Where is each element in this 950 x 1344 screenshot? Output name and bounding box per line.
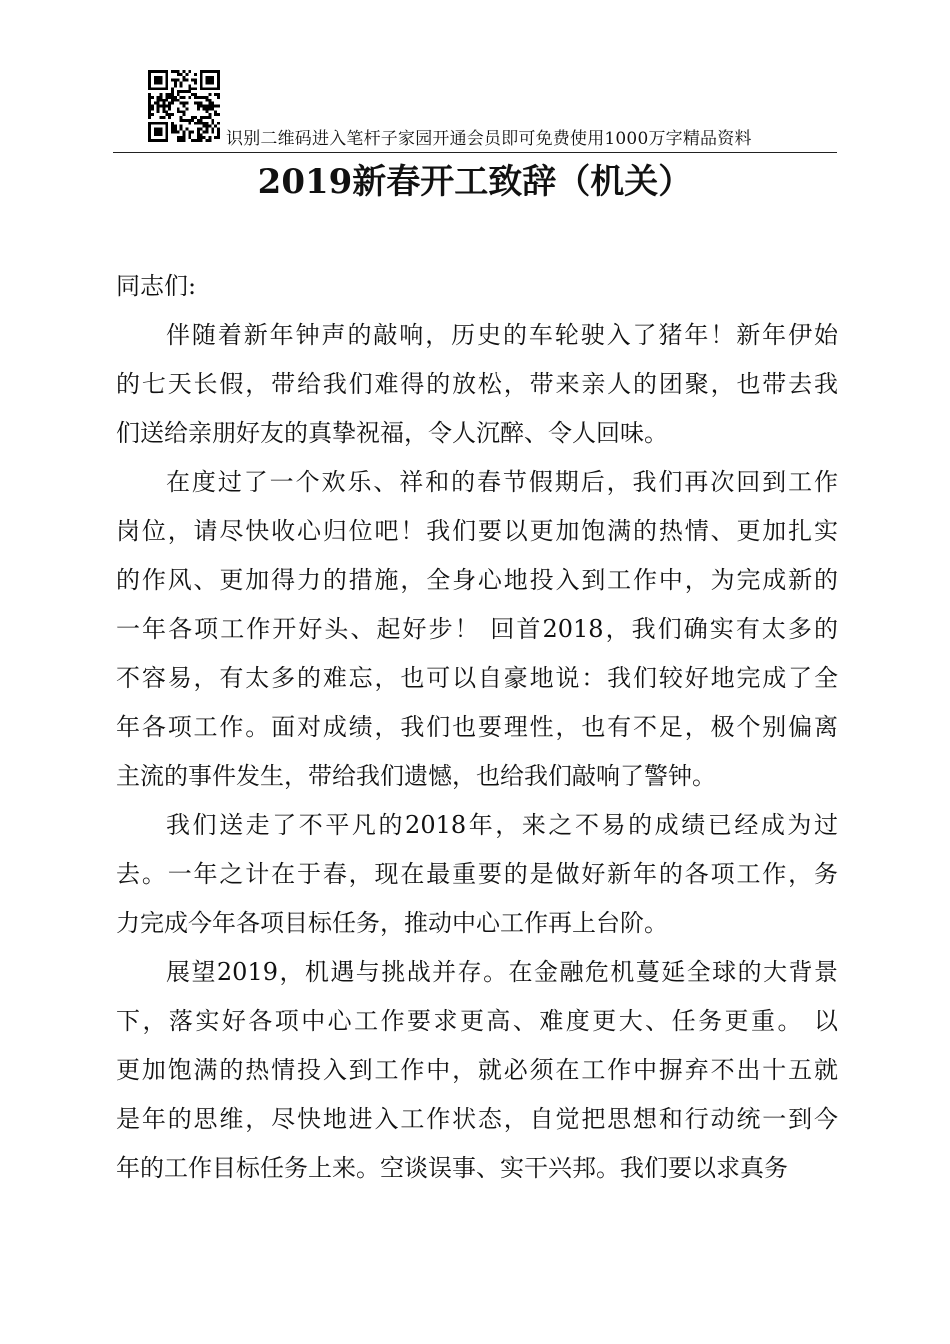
paragraph-line: 我们送走了不平凡的2018年，来之不易的成绩已经成为过	[166, 811, 838, 839]
paragraph-line: 岗位，请尽快收心归位吧！我们要以更加饱满的热情、更加扎实	[116, 517, 838, 545]
header-divider	[113, 152, 837, 153]
header-promo-note: 识别二维码进入笔杆子家园开通会员即可免费使用1000万字精品资料	[226, 129, 752, 149]
paragraph	[116, 311, 838, 458]
document-body	[116, 262, 838, 1193]
paragraph-line: 力完成今年各项目标任务，推动中心工作再上台阶。	[116, 909, 668, 937]
paragraph	[116, 801, 838, 948]
paragraph-line: 去。一年之计在于春，现在最重要的是做好新年的各项工作，务	[116, 860, 838, 888]
paragraph-line: 下，落实好各项中心工作要求更高、难度更大、任务更重。 以	[116, 1007, 838, 1035]
paragraph-line: 不容易，有太多的难忘，也可以自豪地说：我们较好地完成了全	[116, 664, 838, 692]
paragraph-line: 在度过了一个欢乐、祥和的春节假期后，我们再次回到工作	[166, 468, 838, 496]
paragraph-line: 伴随着新年钟声的敲响，历史的车轮驶入了猪年！新年伊始	[166, 321, 838, 349]
paragraph-line: 一年各项工作开好头、起好步！ 回首2018，我们确实有太多的	[116, 615, 838, 643]
paragraph-list	[116, 311, 838, 1193]
paragraph-line: 年各项工作。面对成绩，我们也要理性，也有不足，极个别偏离	[116, 713, 838, 741]
paragraph	[116, 948, 838, 1193]
paragraph-line: 的七天长假，带给我们难得的放松，带来亲人的团聚，也带去我	[116, 370, 838, 398]
paragraph-line: 是年的思维，尽快地进入工作状态，自觉把思想和行动统一到今	[116, 1105, 838, 1133]
paragraph-line: 的作风、更加得力的措施，全身心地投入到工作中，为完成新的	[116, 566, 838, 594]
paragraph	[116, 458, 838, 801]
paragraph-line: 展望2019，机遇与挑战并存。在金融危机蔓延全球的大背景	[166, 958, 838, 986]
document-title: 2019新春开工致辞（机关）	[257, 162, 693, 202]
salutation: 同志们:	[116, 272, 197, 300]
paragraph-line: 更加饱满的热情投入到工作中，就必须在工作中摒弃不出十五就	[116, 1056, 838, 1084]
paragraph-line: 们送给亲朋好友的真挚祝福，令人沉醉、令人回味。	[116, 419, 668, 447]
paragraph-line: 年的工作目标任务上来。空谈误事、实干兴邦。我们要以求真务	[116, 1154, 788, 1182]
qr-code-icon[interactable]	[148, 70, 220, 142]
paragraph-line: 主流的事件发生，带给我们遗憾，也给我们敲响了警钟。	[116, 762, 716, 790]
